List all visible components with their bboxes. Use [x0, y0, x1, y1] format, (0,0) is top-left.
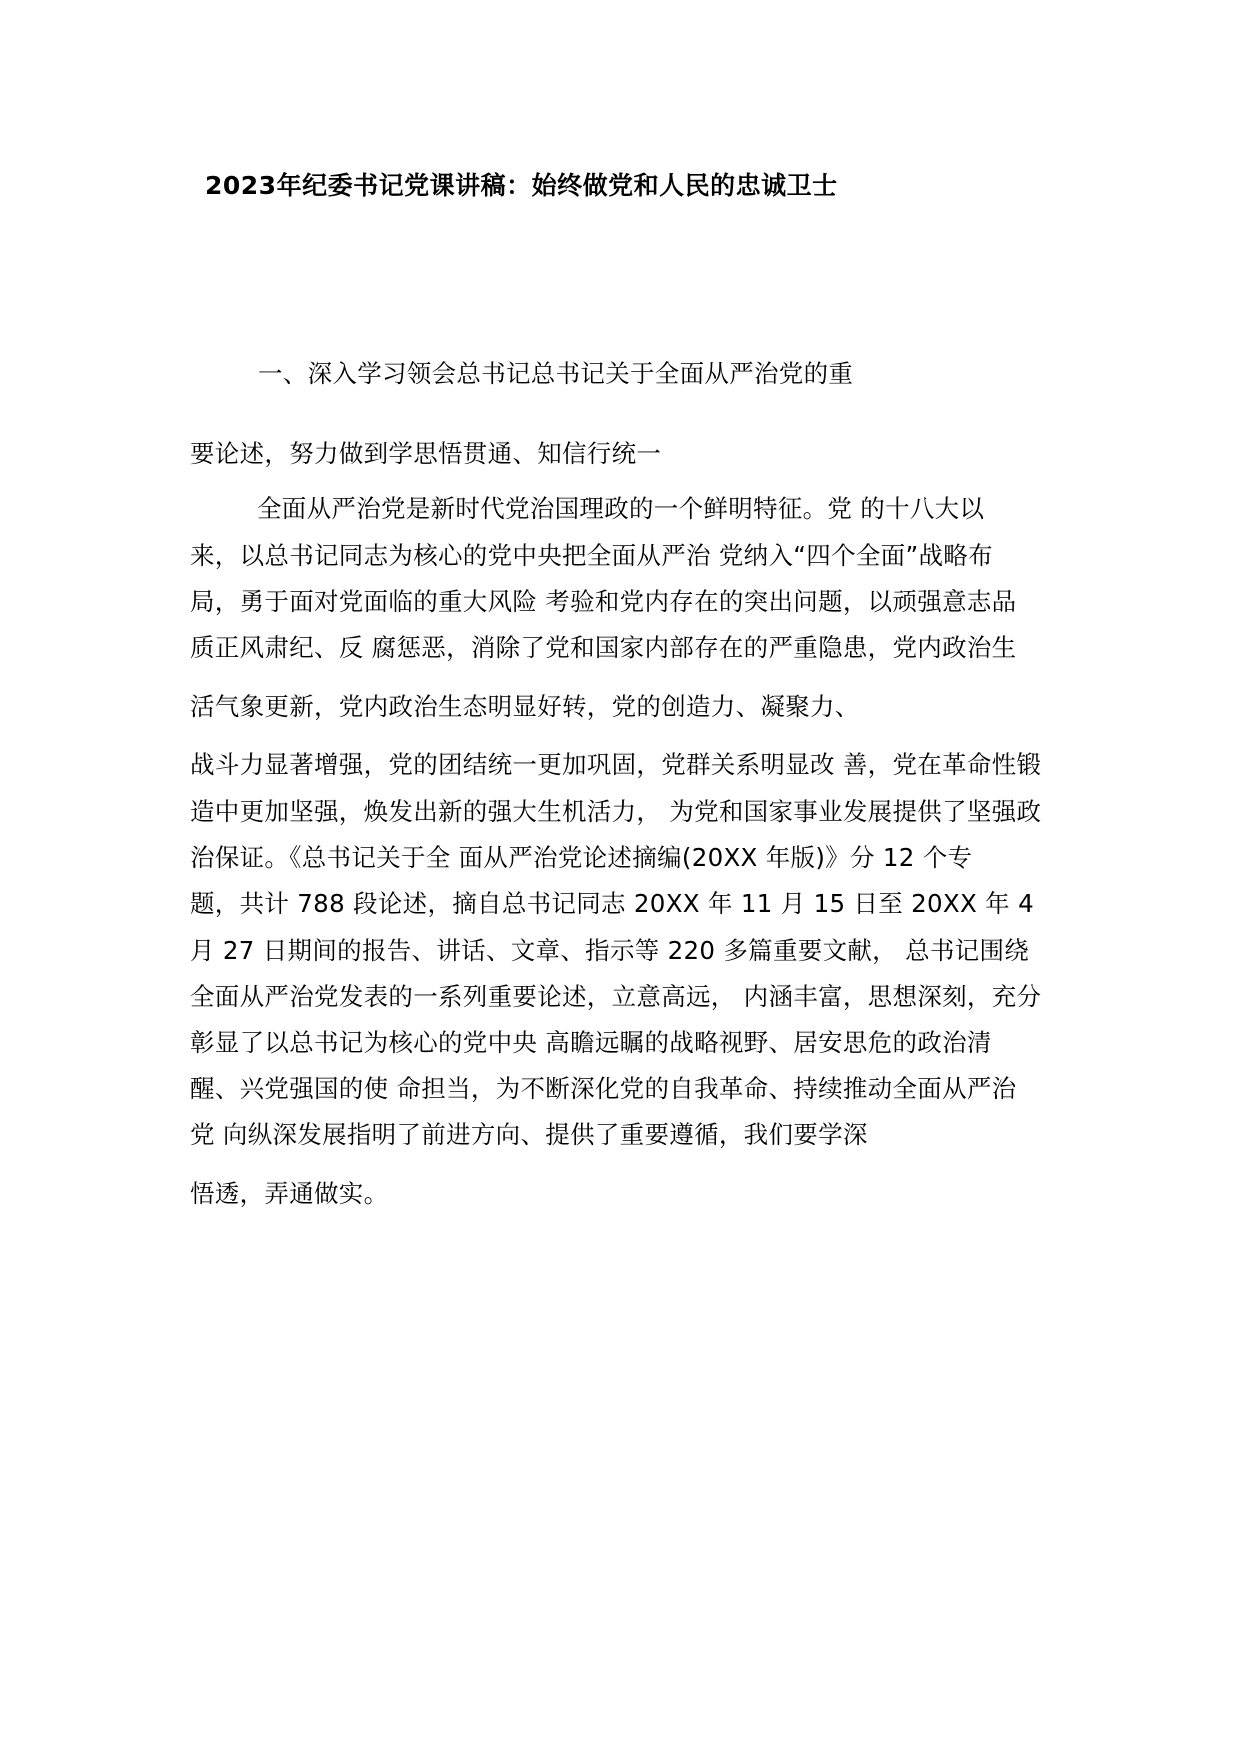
body-line: 造中更加坚强，焕发出新的强大生机活力， 为党和国家事业发展提供了坚强政 — [190, 797, 1042, 826]
body-line: 局，勇于面对党面临的重大风险 考验和党内存在的突出问题，以顽强意志品 — [190, 587, 1017, 616]
body-line: 来，以总书记同志为核心的党中央把全面从严治 党纳入“四个全面”战略布 — [190, 541, 993, 570]
body-line: 月 27 日期间的报告、讲话、文章、指示等 220 多篇重要文献， 总书记围绕 — [190, 936, 1030, 965]
body-line: 治保证。《总书记关于全 面从严治党论述摘编(20XX 年版)》分 12 个专 — [190, 843, 973, 872]
body-line: 彰显了以总书记为核心的党中央 高瞻远瞩的战略视野、居安思危的政治清 — [190, 1028, 992, 1057]
section-heading-line-1: 一、深入学习领会总书记总书记关于全面从严治党的重 — [258, 359, 854, 388]
document-title: 2023年纪委书记党课讲稿：始终做党和人民的忠诚卫士 — [205, 171, 838, 200]
body-line: 党 向纵深发展指明了前进方向、提供了重要遵循，我们要学深 — [190, 1120, 868, 1149]
body-line: 醒、兴党强国的使 命担当，为不断深化党的自我革命、持续推动全面从严治 — [190, 1074, 1017, 1103]
body-line: 题，共计 788 段论述，摘自总书记同志 20XX 年 11 月 15 日至 20XX 年 4 — [190, 889, 1034, 918]
body-line: 全面从严治党发表的一系列重要论述，立意高远， 内涵丰富，思想深刻，充分 — [190, 982, 1042, 1011]
body-line: 质正风肃纪、反 腐惩恶，消除了党和国家内部存在的严重隐患，党内政治生 — [190, 633, 1017, 662]
section-heading-line-2: 要论述，努力做到学思悟贯通、知信行统一 — [190, 439, 662, 468]
body-line: 活气象更新，党内政治生态明显好转，党的创造力、凝聚力、 — [190, 692, 860, 721]
body-line: 全面从严治党是新时代党治国理政的一个鲜明特征。党 的十八大以 — [257, 494, 985, 523]
body-line: 战斗力显著增强，党的团结统一更加巩固，党群关系明显改 善，党在革命性锻 — [190, 750, 1042, 779]
body-line: 悟透，弄通做实。 — [190, 1179, 389, 1208]
